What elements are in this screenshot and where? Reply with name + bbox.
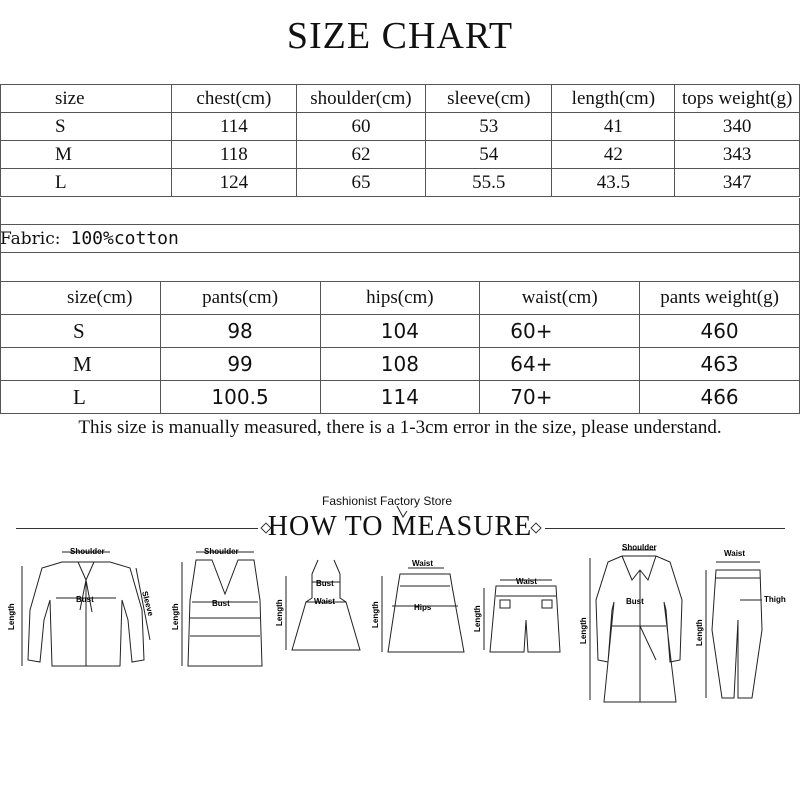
table-cell: 460	[640, 315, 800, 348]
length-label: Length	[7, 603, 16, 630]
sleeve-label: Sleeve	[140, 590, 156, 618]
table-cell: 53	[426, 113, 552, 141]
table-cell: 100.5	[160, 381, 320, 414]
header-cell: waist(cm)	[480, 282, 640, 315]
header-cell: pants(cm)	[160, 282, 320, 315]
fabric-value: 100%cotton	[70, 228, 179, 249]
table-cell: 124	[171, 169, 296, 197]
shorts-icon	[484, 580, 560, 652]
pants-size-table	[0, 281, 800, 414]
table-cell: M	[1, 141, 172, 169]
length-label: Length	[275, 599, 284, 626]
page-title: SIZE CHART	[286, 15, 514, 57]
table-cell: 42	[552, 141, 675, 169]
table-cell: 466	[640, 381, 800, 414]
table-header-row	[1, 85, 800, 113]
waist-label: Waist	[724, 549, 746, 558]
table-cell: 98	[160, 315, 320, 348]
table-cell: 114	[320, 381, 480, 414]
hips-label: Hips	[414, 603, 432, 612]
measurement-note: This size is manually measured, there is a 1-3cm error in the size, please understand.	[78, 417, 722, 438]
table-cell: 55.5	[426, 169, 552, 197]
table-cell: M	[1, 348, 161, 381]
header-cell: tops weight(g)	[675, 85, 800, 113]
fabric-label: Fabric:	[0, 229, 61, 249]
header-cell: pants weight(g)	[640, 282, 800, 315]
length-label: Length	[579, 617, 588, 644]
shoulder-label: Shoulder	[70, 547, 105, 556]
bust-label: Bust	[76, 595, 94, 604]
waist-label: Waist	[516, 577, 538, 586]
table-cell: 99	[160, 348, 320, 381]
header-cell: chest(cm)	[171, 85, 296, 113]
table-cell: S	[1, 315, 161, 348]
table-cell: 54	[426, 141, 552, 169]
store-name: Fashionist Factory Store	[322, 494, 453, 508]
bust-label: Bust	[316, 579, 334, 588]
header-cell: size	[1, 85, 172, 113]
vest-icon	[182, 552, 262, 666]
fabric-line	[0, 228, 179, 250]
table-cell: 43.5	[552, 169, 675, 197]
table-cell: 64+	[480, 348, 640, 381]
table-cell: 114	[171, 113, 296, 141]
length-label: Length	[171, 603, 180, 630]
table-header-row	[1, 282, 800, 315]
blouse-icon	[22, 552, 150, 666]
table-cell: L	[1, 381, 161, 414]
table-cell: 347	[675, 169, 800, 197]
table-row	[1, 141, 800, 169]
table-cell: 118	[171, 141, 296, 169]
table-row	[1, 348, 800, 381]
table-cell: 340	[675, 113, 800, 141]
table-row	[1, 169, 800, 197]
length-label: Length	[371, 601, 380, 628]
header-cell: hips(cm)	[320, 282, 480, 315]
table-row	[1, 381, 800, 414]
measurement-illustrations	[0, 540, 800, 800]
shoulder-label: Shoulder	[622, 543, 657, 552]
section-heading: HOW TO MEASURE	[267, 511, 533, 542]
table-cell: 343	[675, 141, 800, 169]
table-cell: 62	[296, 141, 425, 169]
table-cell: 463	[640, 348, 800, 381]
bust-label: Bust	[212, 599, 230, 608]
header-cell: length(cm)	[552, 85, 675, 113]
divider	[545, 528, 785, 529]
table-row	[1, 113, 800, 141]
pants-icon	[706, 562, 762, 698]
waist-label: Waist	[314, 597, 336, 606]
table-cell: 104	[320, 315, 480, 348]
table-cell: 65	[296, 169, 425, 197]
coat-icon	[590, 550, 682, 702]
table-cell: 70+	[480, 381, 640, 414]
length-label: Length	[473, 605, 482, 632]
bust-label: Bust	[626, 597, 644, 606]
length-label: Length	[695, 619, 704, 646]
table-cell: 60+	[480, 315, 640, 348]
header-cell: size(cm)	[1, 282, 161, 315]
thigh-label: Thigh	[764, 595, 786, 604]
waist-label: Waist	[412, 559, 434, 568]
table-row	[1, 315, 800, 348]
table-cell: 41	[552, 113, 675, 141]
header-cell: sleeve(cm)	[426, 85, 552, 113]
table-cell: S	[1, 113, 172, 141]
table-cell: 108	[320, 348, 480, 381]
table-cell: L	[1, 169, 172, 197]
header-cell: shoulder(cm)	[296, 85, 425, 113]
table-cell: 60	[296, 113, 425, 141]
tops-size-table	[0, 84, 800, 197]
shoulder-label: Shoulder	[204, 547, 239, 556]
